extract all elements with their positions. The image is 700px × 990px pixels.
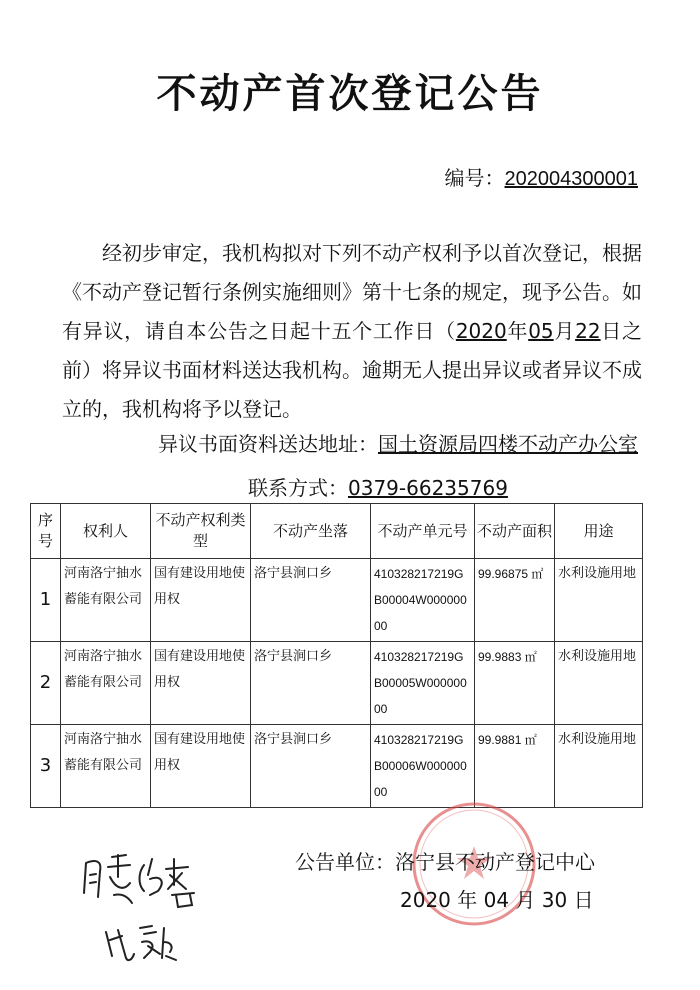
cell-use: 水利设施用地 bbox=[555, 725, 643, 808]
year-char: 年 bbox=[506, 319, 529, 343]
cell-unit-no: 410328217219GB00005W00000000 bbox=[371, 642, 475, 725]
issuer-label: 公告单位： bbox=[295, 850, 395, 874]
header-unit-no: 不动产单元号 bbox=[371, 504, 475, 559]
deadline-year: 2020 bbox=[455, 319, 507, 343]
cell-right-type: 国有建设用地使用权 bbox=[151, 642, 251, 725]
cell-right-type: 国有建设用地使用权 bbox=[151, 725, 251, 808]
table-row bbox=[31, 642, 643, 725]
cell-use: 水利设施用地 bbox=[555, 642, 643, 725]
handwritten-signature bbox=[78, 845, 208, 915]
cell-seq: 3 bbox=[31, 725, 61, 808]
deadline-day: 22 bbox=[575, 319, 601, 343]
day-char: 日 bbox=[600, 319, 623, 343]
header-right-type: 不动产权利类型 bbox=[151, 504, 251, 559]
doc-number-label: 编号： bbox=[444, 166, 505, 190]
header-use: 用途 bbox=[555, 504, 643, 559]
contact-info bbox=[248, 472, 508, 501]
cell-seq: 1 bbox=[31, 559, 61, 642]
registration-table bbox=[30, 503, 643, 808]
issue-date: 2020 年 04 月 30 日 bbox=[400, 888, 594, 912]
page-title: 不动产首次登记公告 bbox=[156, 70, 544, 117]
cell-use: 水利设施用地 bbox=[555, 559, 643, 642]
deadline-month: 05 bbox=[528, 319, 554, 343]
cell-location: 洛宁县涧口乡 bbox=[251, 725, 371, 808]
notice-text: 经初步审定，我机构拟对下列不动产权利予以首次登记，根据《不动产登记暂行条例实施细则》第十七条的规定，现予公告。如有异议，请自本公告之日起十五个工作日（ bbox=[62, 241, 642, 343]
issuer bbox=[295, 846, 595, 875]
contact-label: 联系方式： bbox=[248, 476, 348, 500]
header-location: 不动产坐落 bbox=[251, 504, 371, 559]
cell-location: 洛宁县涧口乡 bbox=[251, 559, 371, 642]
handwritten-initials bbox=[100, 918, 180, 966]
doc-number-value: 202004300001 bbox=[504, 168, 638, 190]
table-row bbox=[31, 559, 643, 642]
cell-location: 洛宁县涧口乡 bbox=[251, 642, 371, 725]
cell-seq: 2 bbox=[31, 642, 61, 725]
cell-holder: 河南洛宁抽水蓄能有限公司 bbox=[61, 642, 151, 725]
cell-holder: 河南洛宁抽水蓄能有限公司 bbox=[61, 559, 151, 642]
cell-unit-no: 410328217219GB00006W00000000 bbox=[371, 725, 475, 808]
table-header-row bbox=[31, 504, 643, 559]
cell-area: 99.96875 ㎡ bbox=[475, 559, 555, 642]
header-holder: 权利人 bbox=[61, 504, 151, 559]
doc-number bbox=[445, 162, 638, 191]
table-row bbox=[31, 725, 643, 808]
cell-area: 99.9881 ㎡ bbox=[475, 725, 555, 808]
address-value: 国土资源局四楼不动产办公室 bbox=[378, 432, 638, 456]
address-label: 异议书面资料送达地址： bbox=[158, 432, 378, 456]
cell-holder: 河南洛宁抽水蓄能有限公司 bbox=[61, 725, 151, 808]
objection-address bbox=[158, 428, 638, 457]
month-char: 月 bbox=[553, 319, 576, 343]
contact-value: 0379-66235769 bbox=[348, 476, 508, 500]
notice-text-end: 之前）将异议书面材料送达我机构。逾期无人提出异议或者异议不成立的，我机构将予以登记。 bbox=[62, 319, 643, 421]
header-area: 不动产面积 bbox=[475, 504, 555, 559]
cell-area: 99.9883 ㎡ bbox=[475, 642, 555, 725]
cell-right-type: 国有建设用地使用权 bbox=[151, 559, 251, 642]
header-seq: 序号 bbox=[31, 504, 61, 559]
notice-body bbox=[62, 234, 642, 429]
issuer-value: 洛宁县不动产登记中心 bbox=[395, 850, 595, 874]
cell-unit-no: 410328217219GB00004W00000000 bbox=[371, 559, 475, 642]
